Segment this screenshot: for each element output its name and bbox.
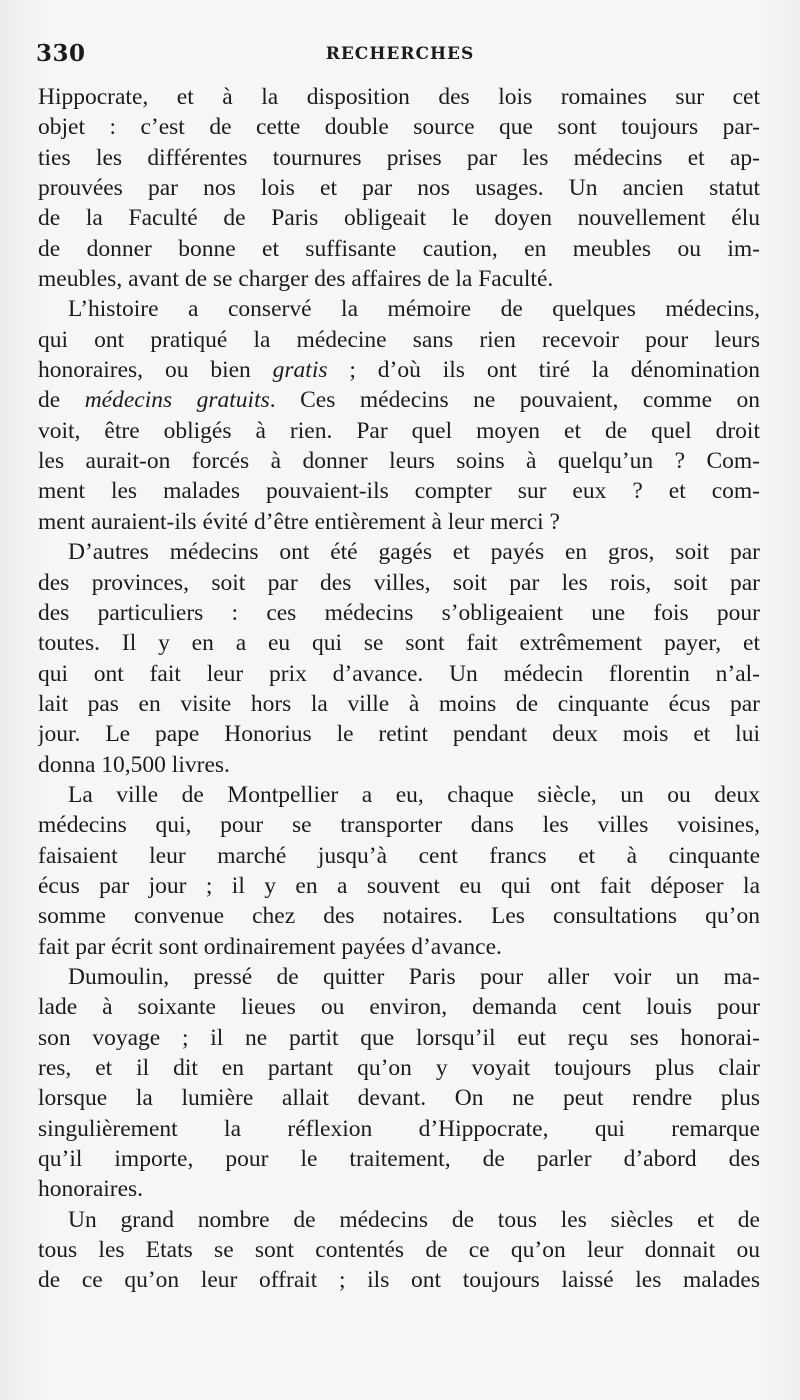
page-header (36, 40, 764, 72)
text-line: fait par écrit sont ordinairement payées d’avance. (38, 933, 502, 960)
text-line: son voyage ; il ne partit que lorsqu’il eut reçu ses honorai- (38, 1024, 760, 1051)
text-line: D’autres médecins ont été gagés et payés en gros, soit par (68, 539, 760, 566)
text-line: res, et il dit en partant qu’on y voyait toujours plus clair (38, 1055, 760, 1081)
text-line: honoraires, ou bien gratis ; d’où ils ont tiré la dénomination (38, 357, 760, 384)
text-line: de donner bonne et suffisante caution, en meubles ou im- (38, 235, 760, 262)
text-line: de ce qu’on leur offrait ; ils ont toujours laissé les malades (38, 1267, 760, 1294)
text-line: ment auraient-ils évité d’être entièrement à leur merci ? (38, 508, 560, 535)
text-line: Dumoulin, pressé de quitter Paris pour aller voir un ma- (68, 963, 760, 990)
text-line: tous les Etats se sont contentés de ce qu’on leur donnait ou (38, 1237, 760, 1264)
text-line: faisaient leur marché jusqu’à cent francs et à cinquante (38, 842, 760, 869)
text-line: toutes. Il y en a eu qui se sont fait extrêmement payer, et (38, 630, 760, 657)
text-line: jour. Le pape Honorius le retint pendant deux mois et lui (38, 721, 760, 748)
italic-term: gratis (272, 357, 328, 384)
text-line: objet : c’est de cette double source que sont toujours par- (38, 114, 760, 141)
text-line: voit, être obligés à rien. Par quel moyen et de quel droit (38, 417, 760, 444)
text-line: Hippocrate, et à la disposition des lois romaines sur cet (38, 84, 760, 110)
text-line: les aurait-on forcés à donner leurs soins à quelqu’un ? Com- (38, 448, 760, 475)
text-line: meubles, avant de se charger des affaires de la Faculté. (38, 266, 554, 293)
text-line: médecins qui, pour se transporter dans les villes voisines, (38, 812, 760, 839)
text-line: des particuliers : ces médecins s’obligeaient une fois pour (38, 599, 760, 626)
text-line: ties les différentes tournures prises par les médecins et ap- (38, 144, 760, 171)
italic-term: médecins gratuits (84, 387, 270, 414)
text-line: qu’il importe, pour le traitement, de parler d’abord des (38, 1146, 760, 1173)
body-text (38, 82, 760, 1296)
text-line: Un grand nombre de médecins de tous les siècles et de (68, 1206, 760, 1233)
page-number: 330 (36, 40, 86, 67)
text-line: somme convenue chez des notaires. Les consultations qu’on (38, 903, 760, 930)
text-line: L’histoire a conservé la mémoire de quelques médecins, (68, 296, 760, 323)
text-line: qui ont fait leur prix d’avance. Un médecin florentin n’al- (38, 660, 760, 687)
running-head: RECHERCHES (325, 44, 475, 64)
text-line: écus par jour ; il y en a souvent eu qui ont fait déposer la (38, 872, 760, 899)
text-line: honoraires. (38, 1176, 144, 1203)
text-line: prouvées par nos lois et par nos usages. Un ancien statut (38, 175, 760, 202)
text-line: singulièrement la réflexion d’Hippocrate, qui remarque (38, 1115, 760, 1142)
text-line: ment les malades pouvaient-ils compter sur eux ? et com- (38, 478, 760, 505)
text-line: de médecins gratuits. Ces médecins ne pouvaient, comme on (38, 387, 760, 414)
text-line: qui ont pratiqué la médecine sans rien recevoir pour leurs (38, 326, 760, 353)
text-line: de la Faculté de Paris obligeait le doyen nouvellement élu (38, 205, 760, 232)
text-line: lorsque la lumière allait devant. On ne peut rendre plus (38, 1085, 760, 1112)
text-line: des provinces, soit par des villes, soit par les rois, soit par (38, 569, 760, 596)
text-line: donna 10,500 livres. (38, 751, 230, 778)
text-line: lade à soixante lieues ou environ, demanda cent louis pour (38, 994, 760, 1021)
text-line: lait pas en visite hors la ville à moins de cinquante écus par (38, 690, 760, 717)
text-line: La ville de Montpellier a eu, chaque siècle, un ou deux (68, 781, 760, 808)
